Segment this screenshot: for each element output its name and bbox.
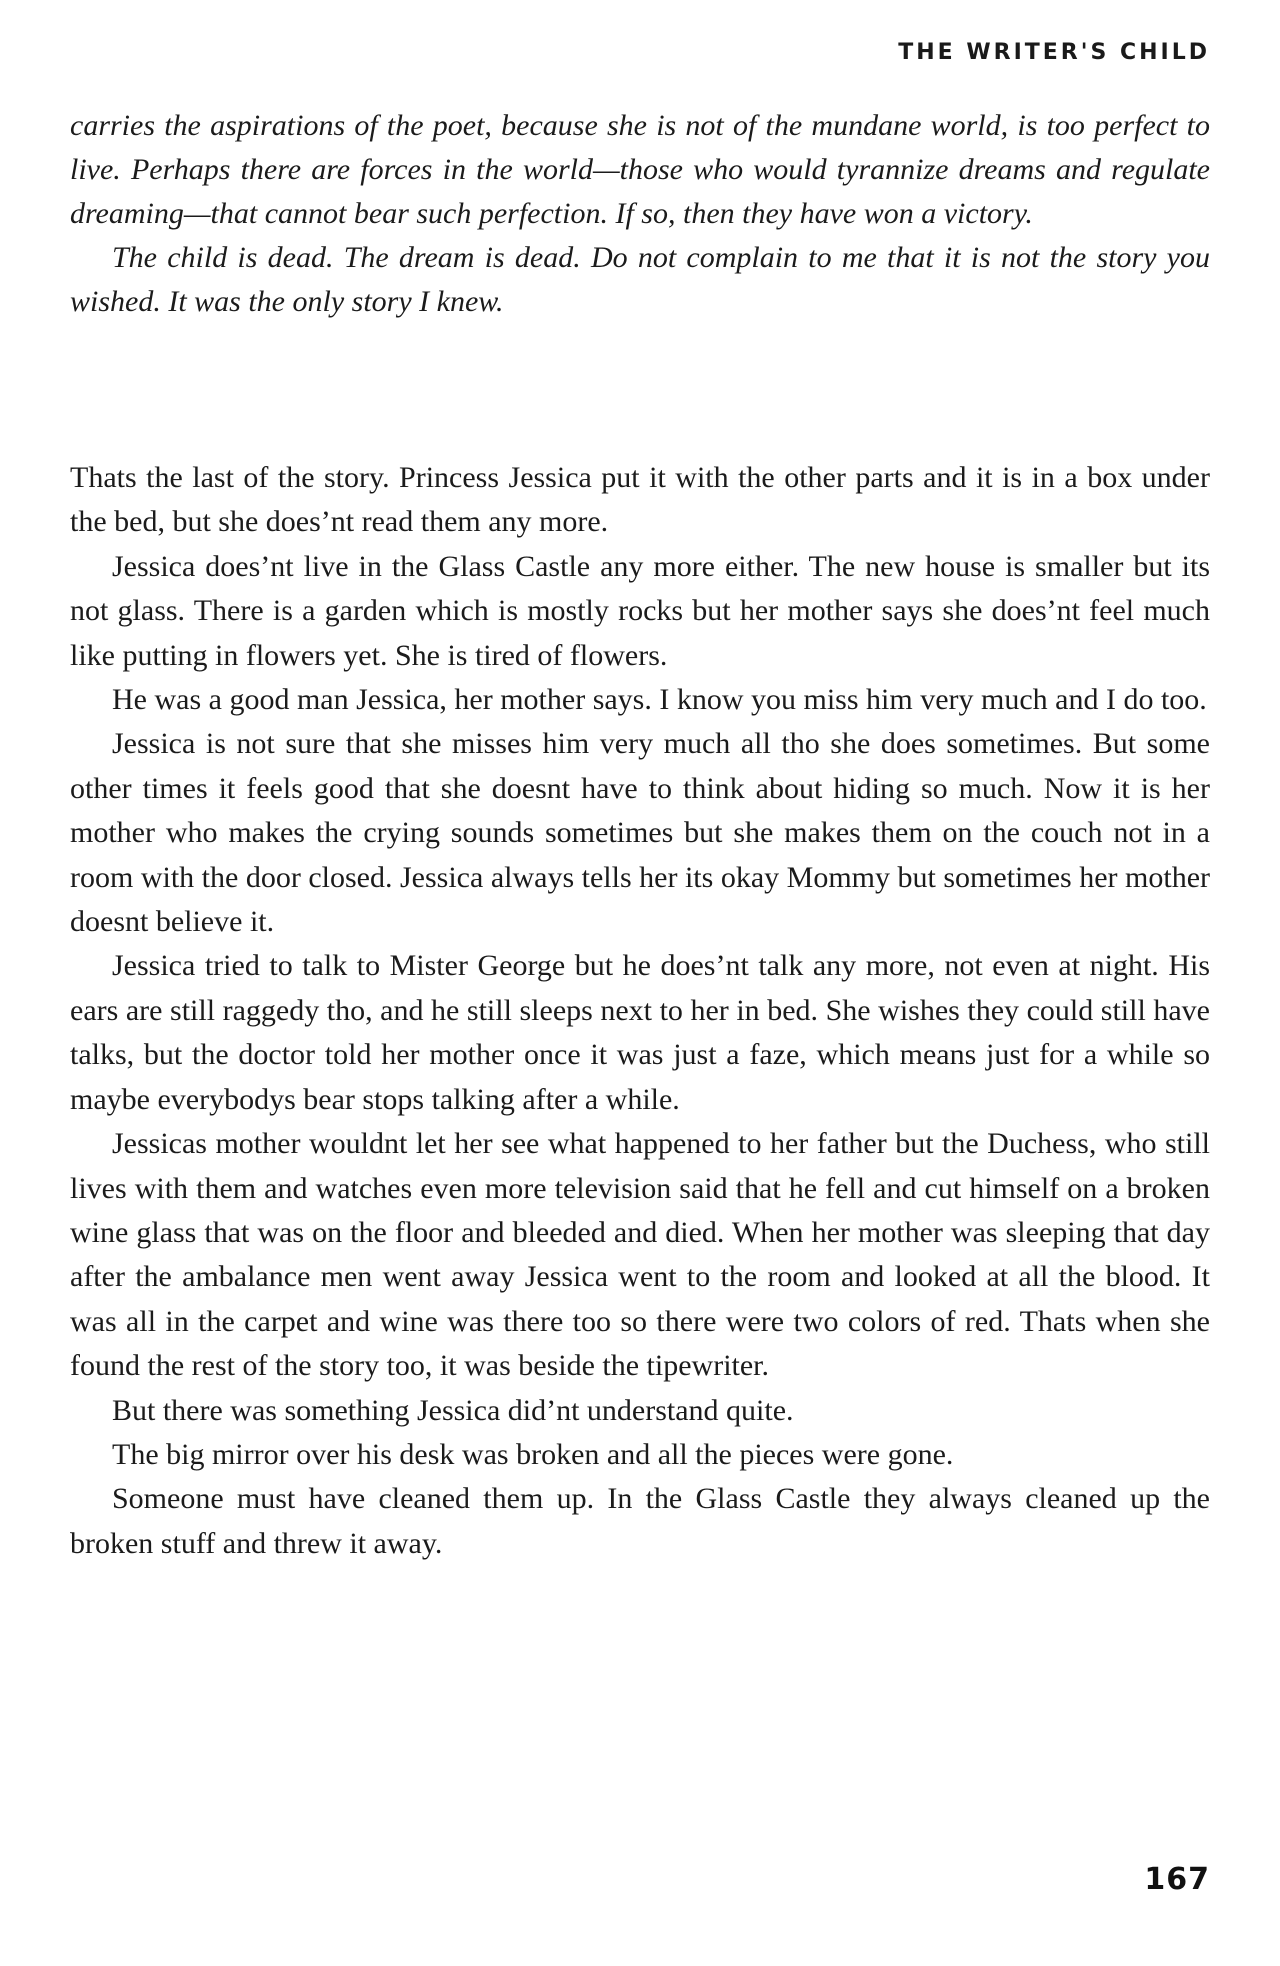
- body-paragraph: Jessica does’nt live in the Glass Castle any more either. The new house is smaller but its not glass. There is a garden which is mostly rocks but her mother says she does’nt feel much like putting in flowers yet. She is tired of flowers.: [70, 549, 1210, 672]
- italic-paragraph: carries the aspirations of the poet, because she is not of the mundane world, is too perfect to live. Perhaps there are forces in the world—those who would tyrannize dreams and regulate dreaming—that cannot bear such perfection. If so, then they have won a victory.: [70, 109, 1210, 230]
- body-paragraph: Thats the last of the story. Princess Jessica put it with the other parts and it is in a box under the bed, but she does’nt read them any more.: [70, 461, 1210, 539]
- italic-paragraph: The child is dead. The dream is dead. Do not complain to me that it is not the story you wished. It was the only story I knew.: [70, 241, 1210, 318]
- body-paragraph: Jessica is not sure that she misses him very much all tho she does sometimes. But some other times it feels good that she doesnt have to think about hiding so much. Now it is her mother who makes the crying sounds sometimes but she makes them on the couch not in a room with the door closed. Jessica always tells her its okay Mommy but sometimes her mother doesnt believe it.: [70, 727, 1210, 939]
- body-paragraph: He was a good man Jessica, her mother says. I know you miss him very much and I do too.: [112, 683, 1207, 717]
- body-paragraph: The big mirror over his desk was broken and all the pieces were gone.: [112, 1437, 954, 1471]
- body-paragraph: Jessicas mother wouldnt let her see what happened to her father but the Duchess, who still lives with them and watches even more television said that he fell and cut himself on a broken wine glass that was on the floor and bleeded and died. When her mother was sleeping that day after the ambalance men went away Jessica went to the room and looked at all the blood. It was all in the carpet and wine was there too so there were two colors of red. Thats when she found the rest of the story too, it was beside the tipewriter.: [70, 1127, 1210, 1383]
- italic-excerpt: [70, 104, 1210, 324]
- running-head: THE WRITER'S CHILD: [898, 40, 1210, 65]
- body-paragraph: But there was something Jessica did’nt understand quite.: [112, 1393, 794, 1427]
- page-number: 167: [1144, 1862, 1210, 1897]
- body-paragraph: Someone must have cleaned them up. In the Glass Castle they always cleaned up the broken stuff and threw it away.: [70, 1482, 1210, 1560]
- body-text: [70, 456, 1210, 1566]
- body-paragraph: Jessica tried to talk to Mister George but he does’nt talk any more, not even at night. His ears are still raggedy tho, and he still sleeps next to her in bed. She wishes they could still have talks, but the doctor told her mother once it was just a faze, which means just for a while so maybe everybodys bear stops talking after a while.: [70, 949, 1210, 1116]
